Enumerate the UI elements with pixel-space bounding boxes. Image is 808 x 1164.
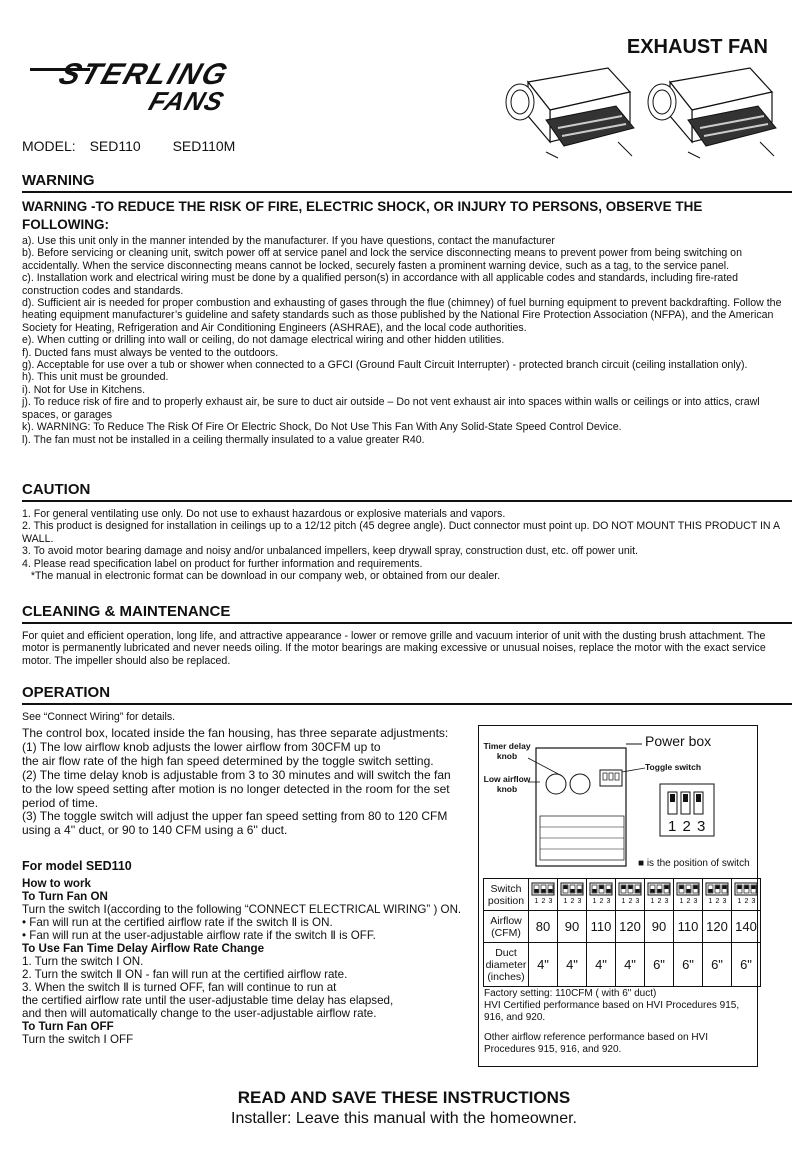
instruction-line: Turn the switch Ⅰ OFF (22, 1033, 134, 1046)
warning-item: c). Installation work and electrical wiring must be done by a qualified person(s) in accordance with all applicable codes and standards, including fire-rated construction codes and standards. (22, 272, 739, 297)
warning-item: g). Acceptable for use over a tub or shower when connected to a GFCI (Ground Fault Circuit Interrupter) - protected branch circuit (ceiling installation only). (22, 359, 748, 372)
intro-line: (3) The toggle switch will adjust the upper fan speed setting from 80 to 120 CFM (22, 809, 448, 824)
instruction-line: 1. Turn the switch Ⅰ ON. (22, 955, 144, 968)
switch-digit: 1 (621, 898, 626, 904)
airflow-cell: 140 (732, 911, 761, 943)
warning-item: l). The fan must not be installed in a ceiling thermally insulated to a value greater R40. (22, 433, 425, 446)
switch-digit: 1 (708, 898, 713, 904)
switch-digit: 3 (751, 898, 756, 904)
switch-digit: 2 (715, 898, 720, 904)
airflow-cell: 110 (674, 911, 703, 943)
airflow-cell: 120 (703, 911, 732, 943)
switch-cell (616, 879, 645, 911)
caution-item: 3. To avoid motor bearing damage and noisy and/or unbalanced impellers, keep drywall spray, construction dust, etc. off power unit. (22, 545, 638, 558)
section-rule (22, 703, 792, 705)
dip-switch-knob (578, 889, 582, 893)
switch-legend: ■ is the position of switch (638, 858, 750, 869)
cleaning-heading: CLEANING & MAINTENANCE (22, 603, 231, 620)
section-rule (22, 500, 792, 502)
airflow-cell: 120 (616, 911, 645, 943)
dip-switch-knob (752, 886, 756, 890)
switch-digit: 2 (657, 898, 662, 904)
dip-switch-knob (738, 886, 742, 890)
warning-lead: WARNING -TO REDUCE THE RISK OF FIRE, ELECTRIC SHOCK, OR INJURY TO PERSONS, OBSERVE THE FOLLOWING: (22, 199, 703, 232)
switch-digit: 1 (679, 898, 684, 904)
dip-switch-knob (709, 889, 713, 893)
duct-cell: 6" (674, 943, 703, 987)
table-row (484, 911, 761, 943)
low-airflow-label: Low airflow knob (483, 774, 531, 794)
switch-cell (732, 879, 761, 911)
factory-setting: Factory setting: 110CFM ( with 6" duct) (484, 988, 657, 999)
turn-off-heading: To Turn Fan OFF (22, 1020, 114, 1033)
switch-digit: 2 (686, 898, 691, 904)
control-box-drawing (480, 738, 756, 868)
brand-logo (30, 58, 285, 118)
dip-switch-knob (564, 886, 568, 890)
instruction-line: 3. When the switch Ⅱ is turned OFF, fan will continue to run at (22, 981, 337, 994)
hvi-note: HVI Certified performance based on HVI Procedures 915, 916, and 920. (484, 1000, 740, 1023)
airflow-cell: 90 (645, 911, 674, 943)
warning-item: h). This unit must be grounded. (22, 371, 169, 384)
dip-switch-knob (658, 889, 662, 893)
warning-item: f). Ducted fans must always be vented to the outdoors. (22, 346, 279, 359)
caution-item: 4. Please read specification label on product for further information and requirements. (22, 557, 423, 570)
exhaust-fan-illustration-2 (640, 62, 780, 162)
duct-cell: 4" (529, 943, 558, 987)
switch-digit: 2 (628, 898, 633, 904)
switch-digit: 2 (599, 898, 604, 904)
logo-line-2: FANS (145, 86, 229, 116)
factory-notes (484, 988, 752, 1056)
switch-cell (587, 879, 616, 911)
dip-switch-knob (665, 886, 669, 890)
logo-line-1: STERLING (54, 58, 234, 91)
duct-cell: 6" (645, 943, 674, 987)
switch-cell (558, 879, 587, 911)
duct-cell: 6" (703, 943, 732, 987)
caution-item: 1. For general ventilating use only. Do not use to exhaust hazardous or explosive materials and vapors. (22, 508, 506, 520)
switch-position-icon (589, 882, 613, 904)
read-save-instructions: READ AND SAVE THESE INSTRUCTIONS (237, 1088, 571, 1107)
dip-switch-knob (600, 886, 604, 890)
section-rule (22, 622, 792, 624)
operation-intro (22, 727, 472, 838)
instruction-line: 2. Turn the switch Ⅱ ON - fan will run at the certified airflow rate. (22, 968, 348, 981)
intro-line: using a 4'' duct, or 90 to 140 CFM using a 6'' duct. (22, 823, 288, 838)
warning-item: k). WARNING: To Reduce The Risk Of Fire Or Electric Shock, Do Not Use This Fan With Any Solid-State Speed Control Device. (22, 421, 622, 434)
duct-cell: 4" (558, 943, 587, 987)
switch-digit: 3 (664, 898, 669, 904)
dip-switch-knob (680, 886, 684, 890)
document-title: EXHAUST FAN (626, 36, 768, 58)
switch-cell (645, 879, 674, 911)
see-wiring-note: See “Connect Wiring” for details. (22, 711, 176, 723)
dip-switch-knob (687, 889, 691, 893)
switch-digit: 3 (722, 898, 727, 904)
warning-item: e). When cutting or drilling into wall or ceiling, do not damage electrical wiring and other hidden utilities. (22, 334, 505, 347)
switch-digit: 3 (635, 898, 640, 904)
intro-line: period of time. (22, 795, 99, 810)
duct-cell: 4" (616, 943, 645, 987)
section-rule (22, 191, 792, 193)
how-to-work-heading: How to work (22, 877, 91, 890)
switch-digit: 2 (570, 898, 575, 904)
warning-item: i). Not for Use in Kitchens. (22, 383, 146, 396)
switch-digit: 1 (737, 898, 742, 904)
warning-heading: WARNING (22, 172, 95, 189)
switch-digit: 1 (592, 898, 597, 904)
switch-position-icon (531, 882, 555, 904)
dip-switch-knob (716, 886, 720, 890)
switch-position-icon (676, 882, 700, 904)
model-number: SED110 (89, 138, 141, 154)
instruction-line: Turn the switch Ⅰ(according to the following “CONNECT ELECTRICAL WIRING” ) ON. (22, 903, 462, 916)
dip-switch-knob (535, 889, 539, 893)
duct-cell: 6" (732, 943, 761, 987)
dip-switch-knob (549, 889, 553, 893)
dip-switch-knob (571, 889, 575, 893)
switch-numbers: 1 2 3 (668, 818, 707, 835)
table-row (484, 943, 761, 987)
dip-switch-knob (593, 889, 597, 893)
switch-cell (703, 879, 732, 911)
switch-digit: 1 (534, 898, 539, 904)
cleaning-text: For quiet and efficient operation, long life, and attractive appearance - lower or remove grille and vacuum interior of unit with the dusting brush attachment. The motor is permanently lubricated and never needs oiling. If the motor bearings are making excessive or unusual noises, replace the motor with the exact service motor. The impeller should also be replaced. (22, 630, 766, 667)
switch-digit: 1 (650, 898, 655, 904)
dip-switch-knob (636, 889, 640, 893)
warning-list (22, 235, 792, 446)
exhaust-fan-illustration (498, 62, 638, 162)
dip-switch-knob (723, 886, 727, 890)
switch-position-icon (734, 882, 758, 904)
switch-digit: 2 (541, 898, 546, 904)
row-header: Duct diameter (inches) (484, 943, 529, 987)
switch-digit: 3 (548, 898, 553, 904)
operation-instructions (22, 860, 474, 1046)
instruction-line: • Fan will run at the certified airflow rate if the switch Ⅱ is ON. (22, 916, 333, 929)
dip-switch-knob (651, 889, 655, 893)
switch-digit: 3 (693, 898, 698, 904)
switch-digit: 3 (606, 898, 611, 904)
dip-switch-knob (745, 886, 749, 890)
switch-digit: 1 (563, 898, 568, 904)
switch-cell (674, 879, 703, 911)
warning-item: d). Sufficient air is needed for proper combustion and exhausting of gases through the flue (chimney) of fuel burning equipment to prevent backdrafting. Follow the heating equipment manufacturer’s guideline and safety standards such as those published by the National Fire Protection Association (NFPA), and the American Society for Heating, Refrigeration and Air Conditioning Engineers (ASHRAE), and the local code authorities. (22, 297, 782, 334)
turn-on-heading: To Turn Fan ON (22, 890, 108, 903)
timer-delay-label: Timer delay knob (483, 741, 531, 761)
intro-line: (1) The low airflow knob adjusts the lower airflow from 30CFM up to (22, 739, 381, 754)
intro-line: to the low speed setting after motion is no longer detected in the room for the set (22, 781, 450, 796)
duct-cell: 4" (587, 943, 616, 987)
airflow-cell: 80 (529, 911, 558, 943)
caution-item: *The manual in electronic format can be download in our company web, or obtained from our dealer. (22, 570, 501, 583)
dip-switch-knob (629, 886, 633, 890)
intro-line: the air flow rate of the high fan speed determined by the toggle switch setting. (22, 753, 434, 768)
dip-switch-knob (607, 889, 611, 893)
airflow-cell: 90 (558, 911, 587, 943)
dip-switch-knob (542, 889, 546, 893)
caution-list (22, 508, 792, 582)
operation-heading: OPERATION (22, 684, 111, 701)
switch-position-icon (705, 882, 729, 904)
other-note: Other airflow reference performance based on HVI Procedures 915, 916, and 920. (484, 1032, 708, 1055)
airflow-cell: 110 (587, 911, 616, 943)
toggle-switch-label: Toggle switch (645, 762, 702, 772)
instruction-line: the certified airflow rate until the user-adjustable time delay has elapsed, (22, 994, 394, 1007)
warning-item: a). Use this unit only in the manner intended by the manufacturer. If you have questions, contact the manufacturer (22, 235, 555, 247)
caution-item: 2. This product is designed for installation in ceilings up to a 12/12 pitch (45 degree angle). Duct connector must point up. DO NOT MOUNT THIS PRODUCT IN A WALL. (22, 520, 780, 545)
row-header: Airflow (CFM) (484, 911, 529, 943)
dip-switch-knob (622, 886, 626, 890)
switch-position-icon (560, 882, 584, 904)
switch-position-icon (618, 882, 642, 904)
model-label: MODEL: (22, 138, 76, 154)
switch-digit: 2 (744, 898, 749, 904)
dip-switch-knob (694, 886, 698, 890)
instruction-line: • Fan will run at the user-adjustable airflow rate if the switch Ⅱ is OFF. (22, 929, 376, 942)
switch-position-icon (647, 882, 671, 904)
airflow-spec-table (483, 878, 761, 987)
intro-line: (2) The time delay knob is adjustable from 3 to 30 minutes and will switch the fan (22, 767, 451, 782)
warning-item: j). To reduce risk of fire and to properly exhaust air, be sure to duct air outside – Do not vent exhaust air into spaces within walls or ceilings or into attics, crawl spaces, or garages (22, 396, 760, 421)
caution-heading: CAUTION (22, 481, 91, 498)
row-header: Switch position (484, 879, 529, 911)
table-row (484, 879, 761, 911)
delay-heading: To Use Fan Time Delay Airflow Rate Change (22, 942, 265, 955)
installer-note: Installer: Leave this manual with the homeowner. (231, 1110, 577, 1127)
power-box-label: Power box (645, 733, 712, 749)
warning-item: b). Before servicing or cleaning unit, switch power off at service panel and lock the service disconnecting means to prevent power from being switching on accidentally. When the service disconnecting means cannot be locked, securely fasten a prominent warning device, such as a tag, to the service panel. (22, 247, 742, 272)
intro-line: The control box, located inside the fan housing, has three separate adjustments: (22, 726, 449, 740)
switch-cell (529, 879, 558, 911)
model-heading: For model SED110 (22, 859, 132, 873)
switch-digit: 3 (577, 898, 582, 904)
model-number: SED110M (172, 138, 236, 154)
instruction-line: and then will automatically change to the user-adjustable airflow rate. (22, 1007, 377, 1020)
model-line (22, 138, 263, 154)
